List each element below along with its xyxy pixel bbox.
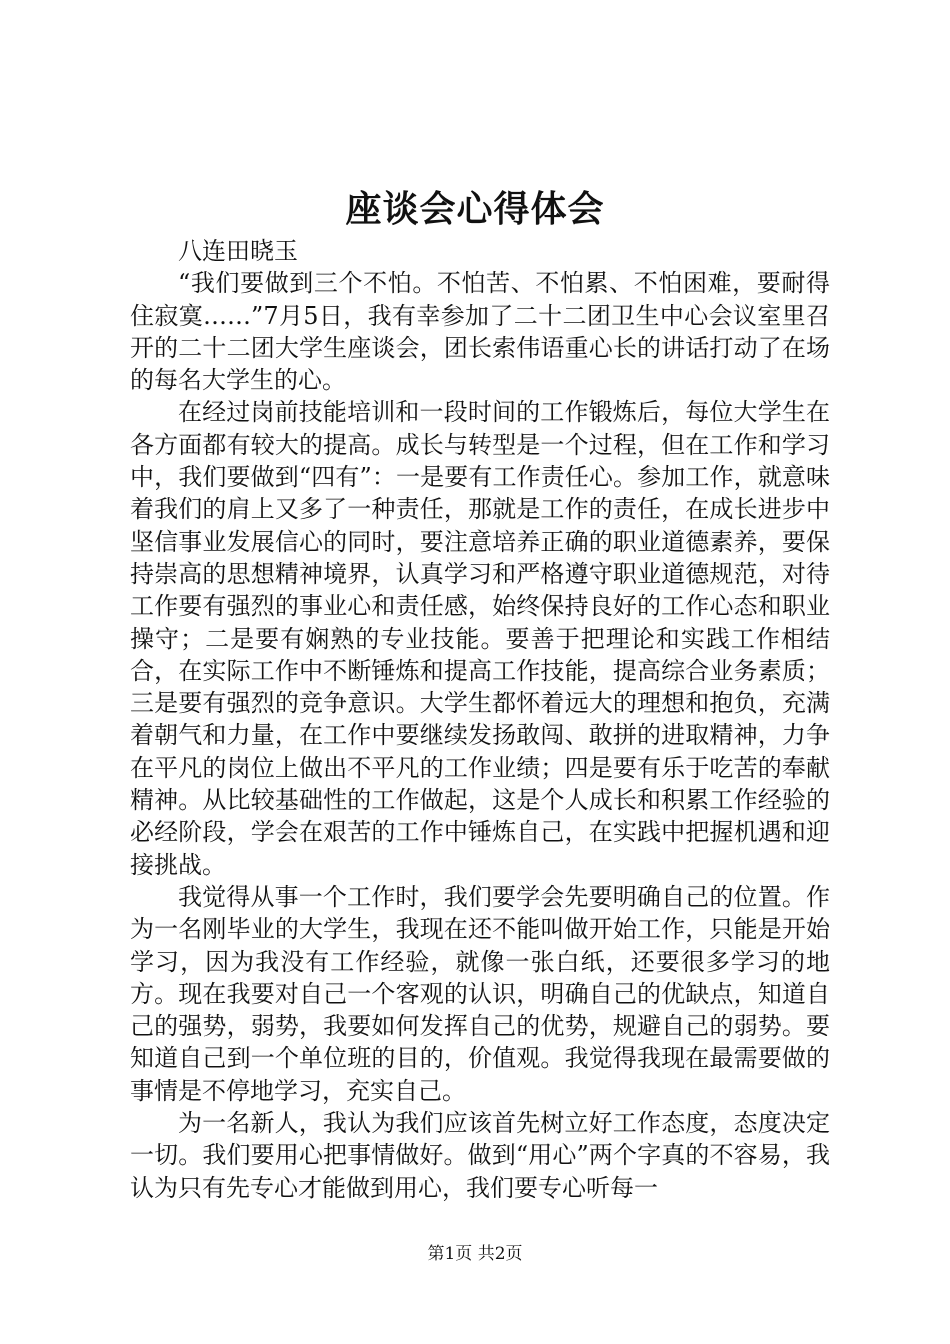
document-title: 座谈会心得体会 bbox=[345, 188, 605, 230]
paragraph-1: “我们要做到三个不怕。不怕苦、不怕累、不怕困难，要耐得住寂寞……”7月5日，我有幸参加了二十二团卫生中心会议室里召开的二十二团大学生座谈会，团长索伟语重心长的讲话打动了在场的每名大学生的心。 bbox=[130, 269, 830, 395]
paragraph-3: 我觉得从事一个工作时，我们要学会先要明确自己的位置。作为一名刚毕业的大学生，我现在还不能叫做开始工作，只能是开始学习，因为我没有工作经验，就像一张白纸，还要很多学习的地方。现在我要对自己一个客观的认识，明确自己的优缺点，知道自己的强势，弱势，我要如何发挥自己的优势，规避自己的弱势。要知道自己到一个单位班的目的，价值观。我觉得我现在最需要做的事情是不停地学习，充实自己。 bbox=[130, 882, 830, 1105]
author-line: 八连田晓玉 bbox=[178, 237, 298, 265]
paragraph-2: 在经过岗前技能培训和一段时间的工作锻炼后，每位大学生在各方面都有较大的提高。成长与转型是一个过程，但在工作和学习中，我们要做到“四有”：一是要有工作责任心。参加工作，就意味着我们的肩上又多了一种责任，那就是工作的责任，在成长进步中坚信事业发展信心的同时，要注意培养正确的职业道德素养，要保持崇高的思想精神境界，认真学习和严格遵守职业道德规范，对待工作要有强烈的事业心和责任感，始终保持良好的工作心态和职业操守；二是要有娴熟的专业技能。要善于把理论和实践工作相结合，在实际工作中不断锤炼和提高工作技能，提高综合业务素质；三是要有强烈的竞争意识。大学生都怀着远大的理想和抱负，充满着朝气和力量，在工作中要继续发扬敢闯、敢拼的进取精神，力争在平凡的岗位上做出不平凡的工作业绩；四是要有乐于吃苦的奉献精神。从比较基础性的工作做起，这是个人成长和积累工作经验的必经阶段，学会在艰苦的工作中锤炼自己，在实践中把握机遇和迎接挑战。 bbox=[130, 398, 830, 879]
page-number-footer: 第1页 共2页 bbox=[427, 1244, 523, 1264]
paragraph-4: 为一名新人，我认为我们应该首先树立好工作态度，态度决定一切。我们要用心把事情做好。做到“用心”两个字真的不容易，我认为只有先专心才能做到用心，我们要专心听每一 bbox=[130, 1109, 830, 1202]
document-body bbox=[130, 235, 830, 1204]
